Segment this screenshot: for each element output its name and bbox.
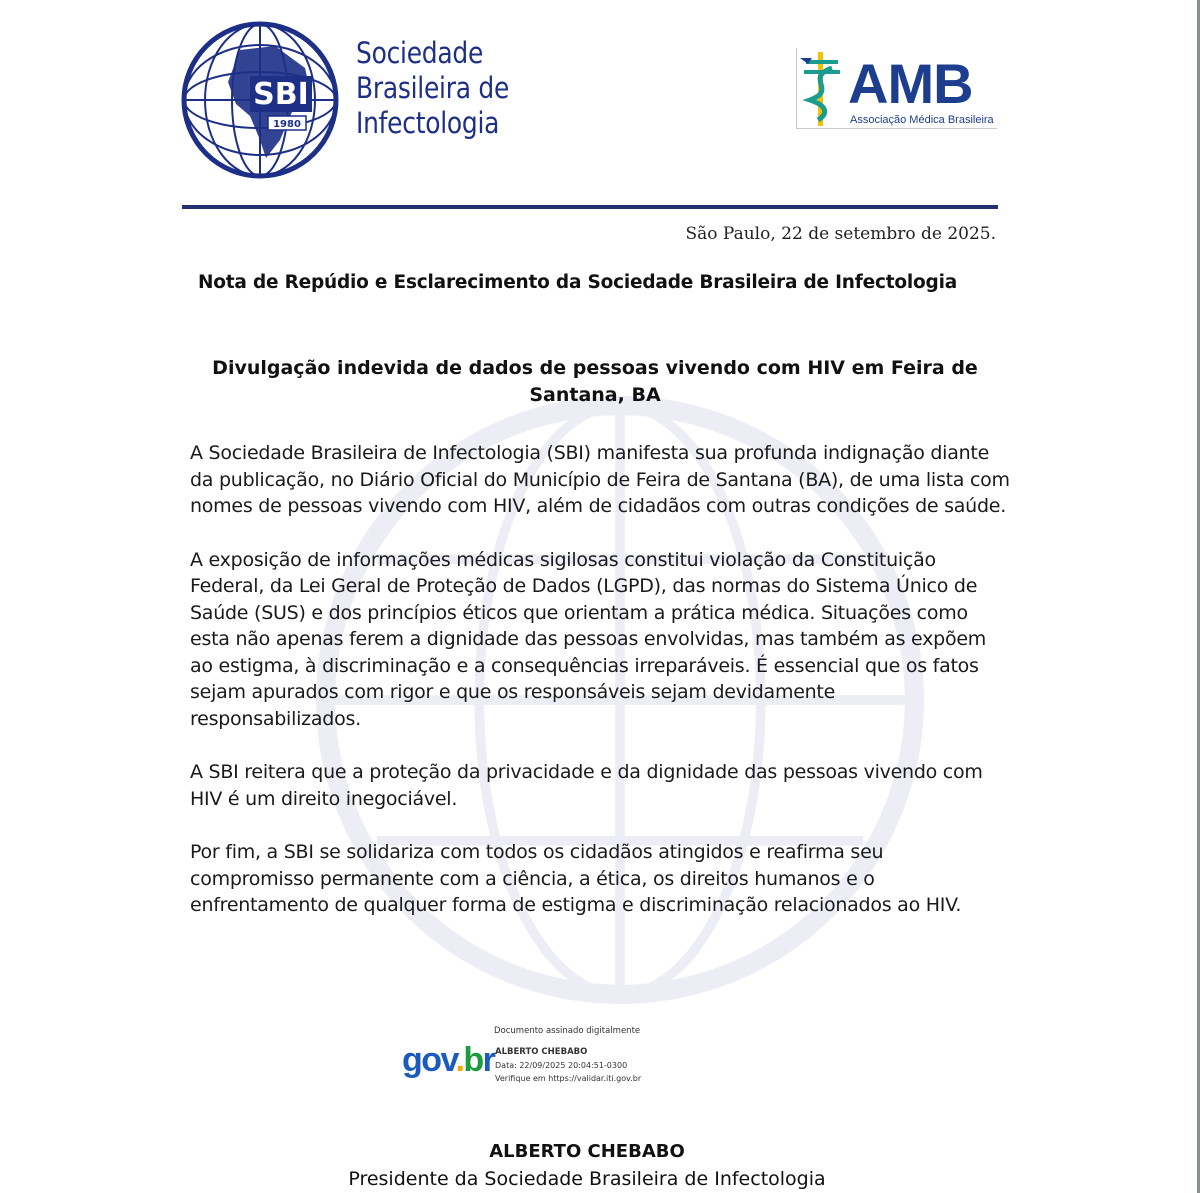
date-line: São Paulo, 22 de setembro de 2025.: [685, 224, 996, 244]
subtitle-line-2: Santana, BA: [529, 384, 661, 406]
govbr-logo: [402, 1040, 494, 1080]
sbi-emblem-year: 1980: [273, 119, 301, 130]
signatory-name: ALBERTO CHEBABO: [489, 1141, 685, 1162]
paragraph: Por fim, a SBI se solidariza com todos os cidadãos atingidos e reafirma seu compromisso permanente com a ciência, a ética, os direitos humanos e o enfrentamento de qualquer forma de estigma e discriminação relacionados ao HIV.: [190, 841, 962, 916]
stamp-date: Data: 22/09/2025 20:04:51-0300: [495, 1061, 628, 1070]
sbi-emblem-text: SBI: [253, 77, 309, 112]
amb-subtitle: Associação Médica Brasileira: [850, 114, 994, 126]
sbi-name-line-1: Sociedade: [356, 36, 484, 70]
stamp-caption: Documento assinado digitalmente: [494, 1026, 641, 1036]
govbr-logo-part: .: [455, 1041, 464, 1079]
stamp-details: [495, 1046, 641, 1085]
signatory-role: Presidente da Sociedade Brasileira de Infectologia: [348, 1168, 826, 1190]
govbr-logo-part: gov: [402, 1041, 456, 1079]
paragraph: A SBI reitera que a proteção da privacidade e da dignidade das pessoas vivendo com HIV é um direito inegociável.: [190, 761, 983, 810]
stamp-verify: Verifique em https://validar.iti.gov.br: [495, 1074, 642, 1083]
document-body: [190, 440, 1010, 946]
document-subtitle: [190, 355, 1000, 409]
note-title: Nota de Repúdio e Esclarecimento da Sociedade Brasileira de Infectologia: [198, 272, 957, 293]
paragraph: A exposição de informações médicas sigilosas constitui violação da Constituição Federal, da Lei Geral de Proteção de Dados (LGPD), das normas do Sistema Único de Saúde (SUS) e dos princípios éticos que orientam a prática médica. Situações como esta não apenas ferem a dignidade das pessoas envolvidas, mas também as expõem ao estigma, à discriminação e a consequências irreparáveis. É essencial que os fatos sejam apurados com rigor e que os responsáveis sejam devidamente responsabilizados.: [190, 548, 987, 730]
header-divider: [182, 205, 998, 209]
amb-caduceus-icon: [798, 48, 846, 130]
sbi-name: [356, 36, 509, 141]
subtitle-line-1: Divulgação indevida de dados de pessoas vivendo com HIV em Feira de: [212, 357, 978, 379]
amb-title: AMB: [848, 52, 973, 115]
govbr-logo-part: b: [463, 1041, 483, 1079]
paragraph: A Sociedade Brasileira de Infectologia (SBI) manifesta sua profunda indignação diante da publicação, no Diário Oficial do Município de Feira de Santana (BA), de uma lista com nomes de pessoas vivendo com HIV, além de cidadãos com outras condições de saúde.: [190, 442, 1010, 517]
sbi-name-line-3: Infectologia: [356, 106, 500, 140]
sbi-name-line-2: Brasileira de: [356, 71, 510, 105]
sbi-logo-icon: [180, 20, 340, 180]
stamp-signer: ALBERTO CHEBABO: [495, 1047, 588, 1057]
govbr-logo-part: r: [482, 1041, 495, 1079]
